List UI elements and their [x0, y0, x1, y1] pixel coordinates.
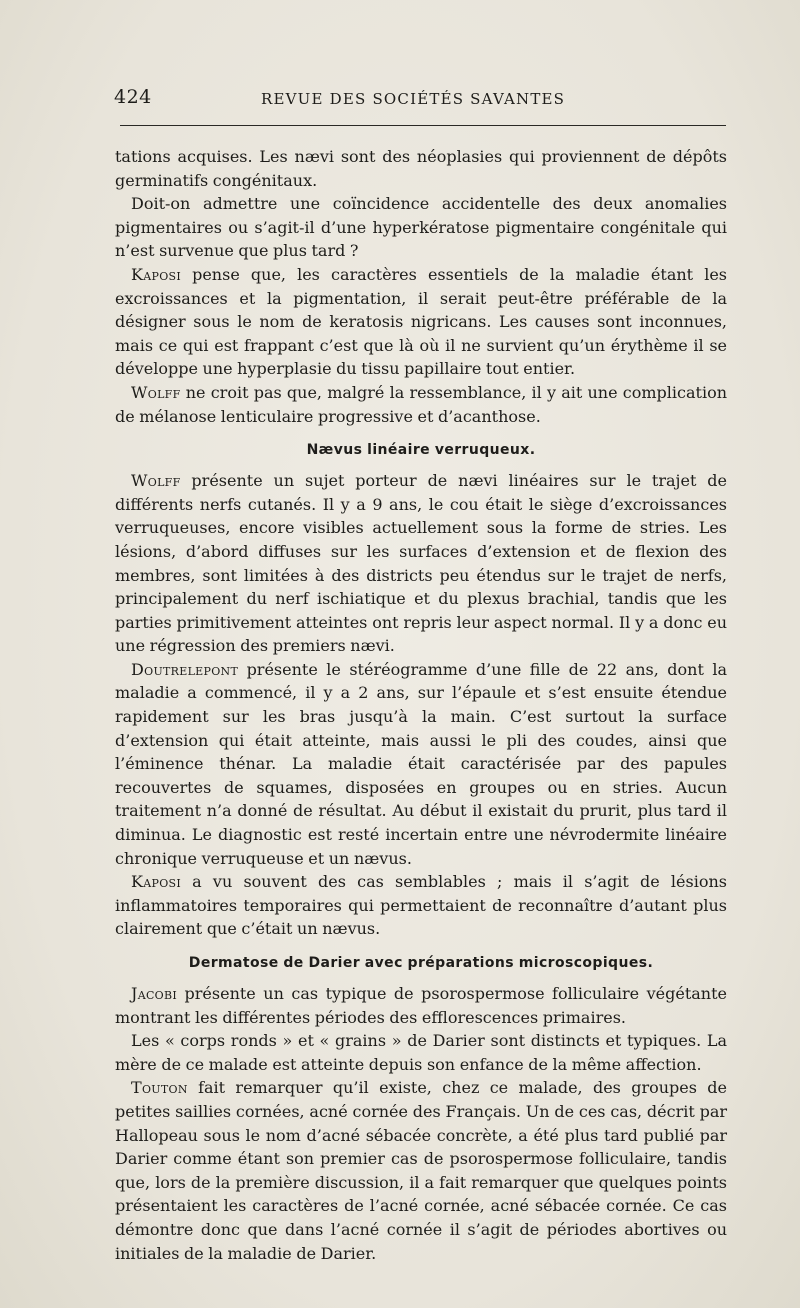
running-title: REVUE DES SOCIÉTÉS SAVANTES	[261, 90, 566, 108]
author-name: Touton	[131, 1078, 188, 1098]
paragraph-text: a vu souvent des cas semblables ; mais il s’agit de lésions inflammatoires temporaires qui permettaient de reconnaître d’autant plus clairement que c’était un nævus.	[115, 872, 727, 939]
paragraph	[115, 982, 727, 1029]
paragraph: Les « corps ronds » et « grains » de Darier sont distincts et typiques. La mère de ce malade est atteinte depuis son enfance de la même affection.	[115, 1031, 727, 1074]
page-header	[113, 86, 728, 116]
paragraph	[115, 658, 727, 870]
section-heading: Dermatose de Darier avec préparations microscopiques.	[188, 955, 654, 971]
paragraph	[115, 1076, 727, 1265]
paragraph-text: présente un cas typique de psorospermose folliculaire végétante montrant les différentes périodes des efflorescences primaires.	[115, 984, 727, 1027]
article-body	[115, 145, 727, 1265]
paragraph	[115, 469, 727, 658]
page-number: 424	[114, 86, 152, 108]
paragraph: tations acquises. Les nævi sont des néoplasies qui proviennent de dépôts germinatifs congénitaux.	[115, 147, 727, 190]
author-name: Wolff	[131, 382, 181, 402]
paragraph-text: ne croit pas que, malgré la ressemblance, il y ait une complication de mélanose lenticulaire progressive et d’acanthose.	[115, 382, 727, 426]
paragraph-text: présente un sujet porteur de nævi linéaires sur le trajet de différents nerfs cutanés. Il y a 9 ans, le cou était le siège d’excroissances verruqueuses, encore visibles actuellement sous la forme de stries. Les lésions, d’abord diffuses sur les surfaces d’extension et de flexion des membres, sont limitées à des districts peu étendus sur le trajet de nerfs, principalement du nerf ischiatique et du plexus brachial, tandis que les parties primitivement atteintes ont repris leur aspect normal. Il y a donc eu une régression des premiers nævi.	[115, 471, 727, 656]
author-name: Kaposi	[131, 872, 181, 892]
author-name: Wolff	[131, 471, 181, 491]
paragraph: Doit-on admettre une coïncidence accidentelle des deux anomalies pigmentaires ou s’agit-il d’une hyperkératose pigmentaire congénitale qui n’est survenue que plus tard ?	[115, 194, 727, 261]
author-name: Kaposi	[131, 264, 181, 284]
paragraph-text: présente le stéréogramme d’une fille de 22 ans, dont la maladie a commencé, il y a 2 ans, sur l’épaule et s’est ensuite étendue rapidement sur les bras jusqu’à la main. C’est surtout la surface d’extension qui était atteinte, mais aussi le pli des coudes, ainsi que l’éminence thénar. La maladie était caractérisée par des papules recouvertes de squames, disposées en groupes ou en stries. Aucun traitement n’a donné de résultat. Au début il existait du prurit, plus tard il diminua. Le diagnostic est resté incertain entre une névrodermite linéaire chronique verruqueuse et un nævus.	[115, 659, 727, 868]
paragraph	[115, 381, 727, 428]
paragraph-text: pense que, les caractères essentiels de la maladie étant les excroissances et la pigmentation, il serait peut-être préférable de la désigner sous le nom de keratosis nigricans. Les causes sont inconnues, mais ce qui est frappant c’est que là où il ne survient qu’un érythème il se développe une hyperplasie du tissu papillaire tout entier.	[115, 264, 727, 379]
paragraph	[115, 870, 727, 941]
author-name: Jacobi	[131, 984, 178, 1003]
author-name: Doutrelepont	[131, 659, 239, 679]
paragraph	[115, 263, 727, 381]
header-rule	[120, 125, 726, 126]
paragraph-text: fait remarquer qu’il existe, chez ce malade, des groupes de petites saillies cornées, acné cornée des Français. Un de ces cas, décrit par Hallopeau sous le nom d’acné sébacée concrète, a été plus tard publié par Darier comme étant son premier cas de psorospermose folliculaire, tandis que, lors de la première discussion, il a fait remarquer que quelques points présentaient les caractères de l’acné cornée, acné sébacée cornée. Ce cas démontre donc que dans l’acné cornée il s’agit de périodes abortives ou initiales de la maladie de Darier.	[115, 1078, 727, 1263]
section-heading: Nævus linéaire verruqueux.	[306, 442, 536, 459]
